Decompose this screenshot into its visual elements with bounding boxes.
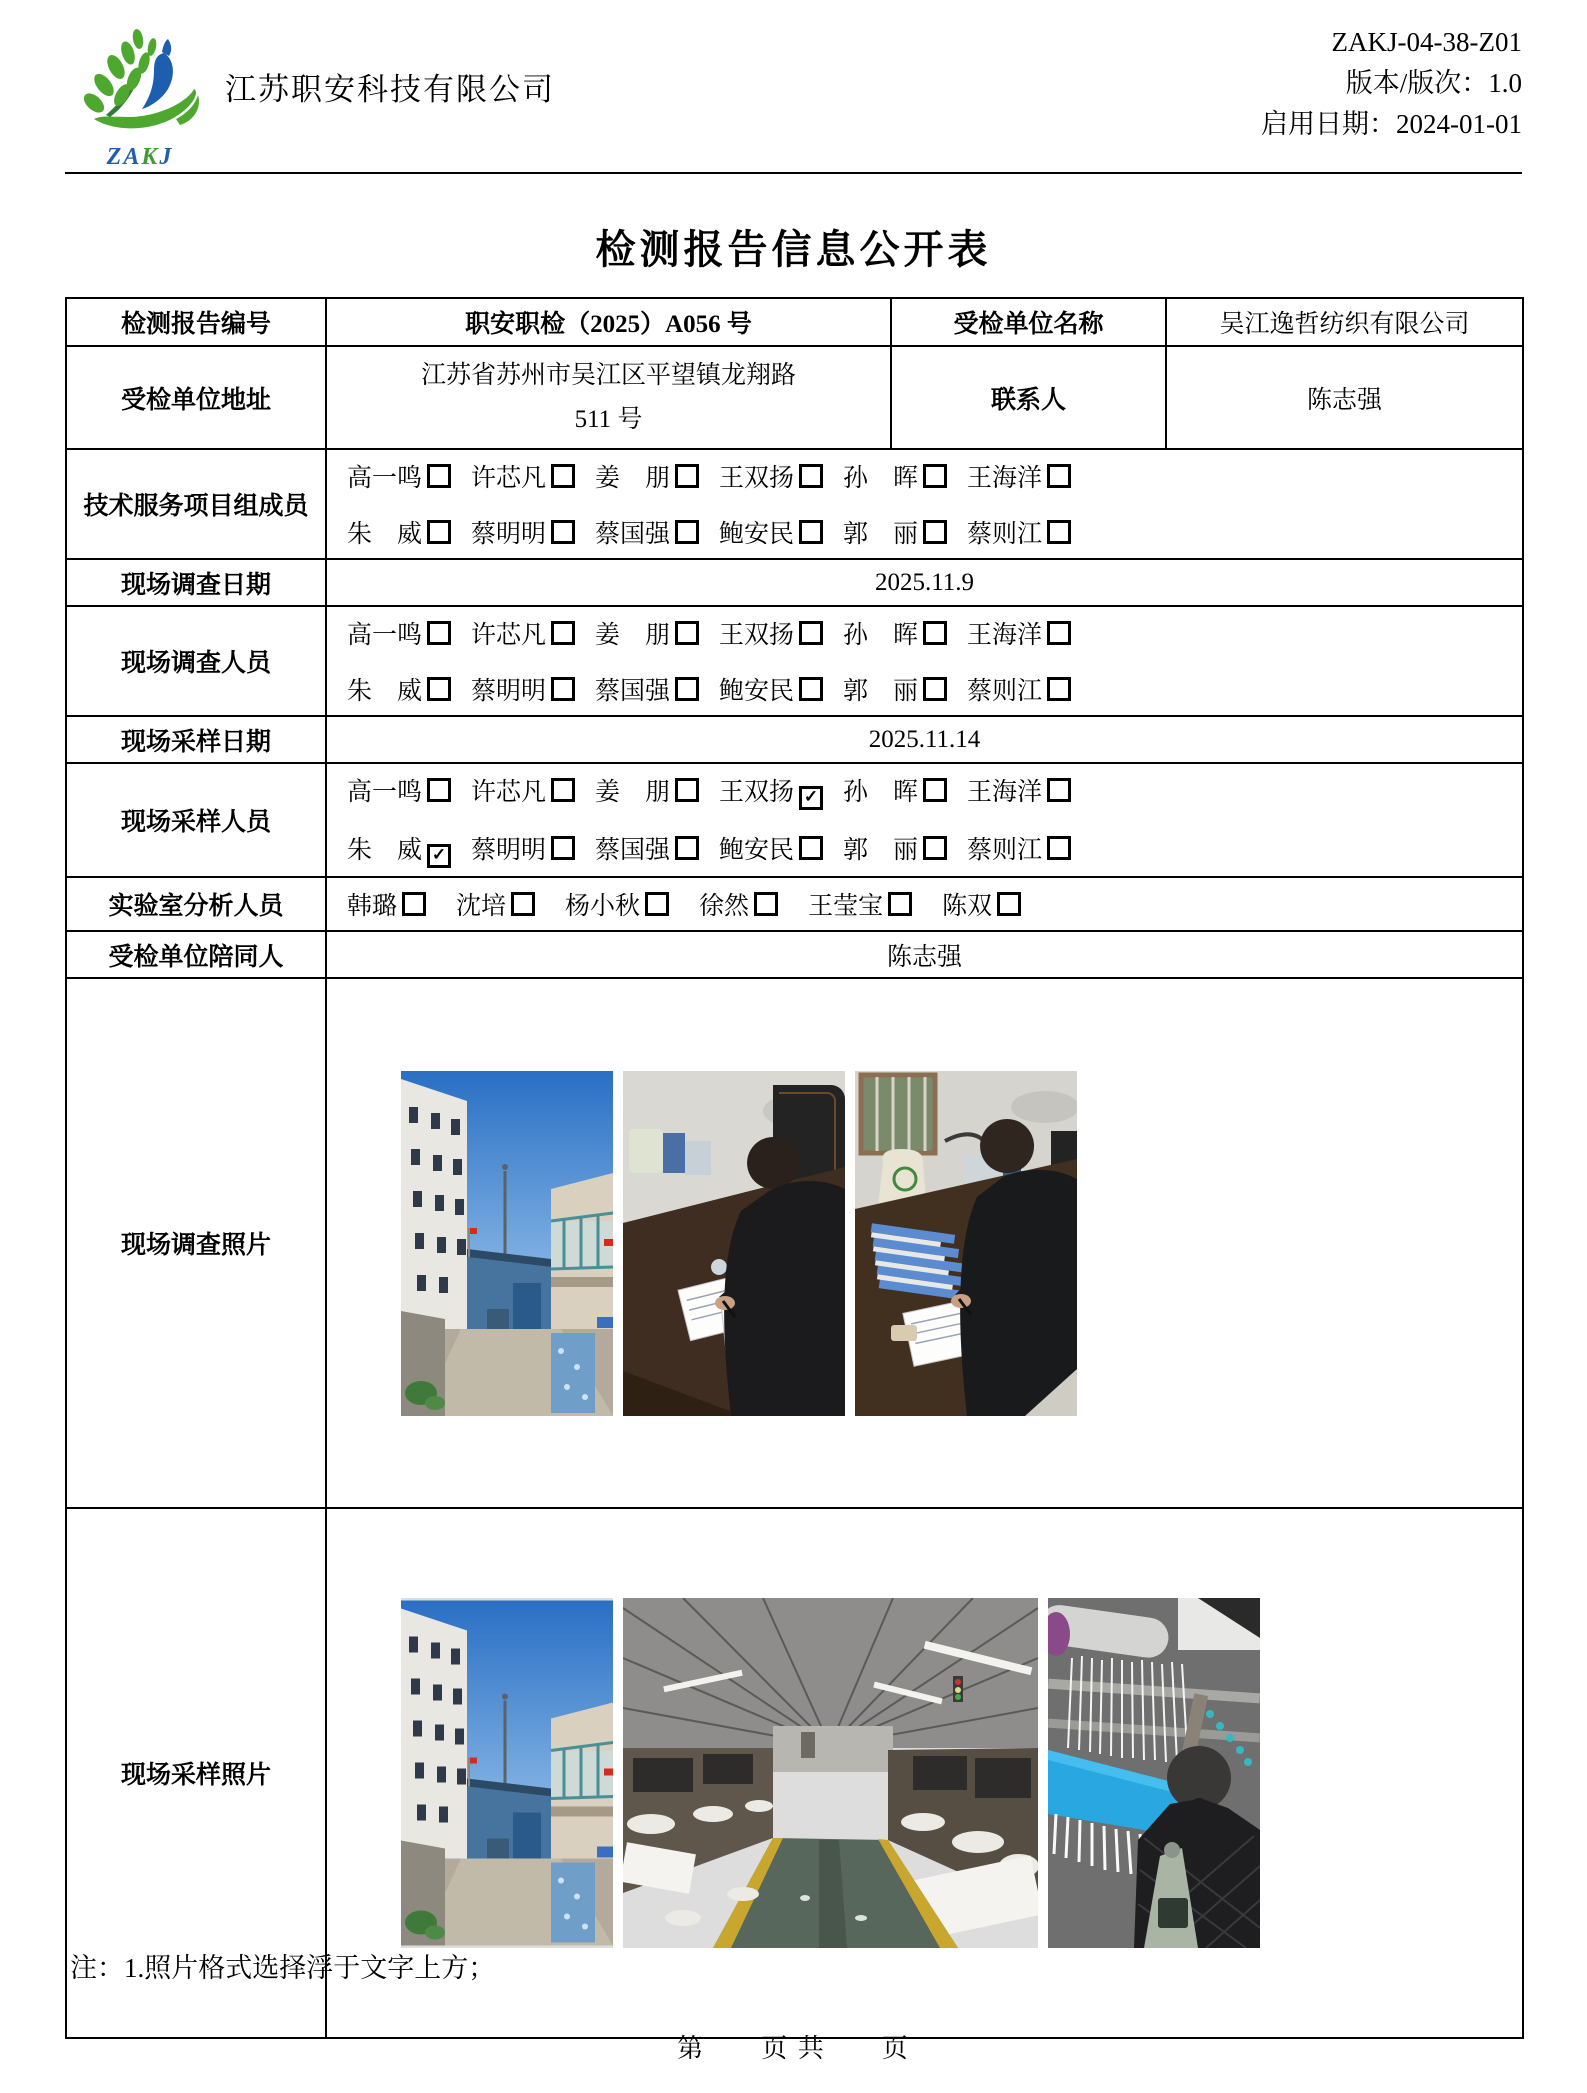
sampling-photos-cell bbox=[326, 1508, 1523, 2038]
member-checkbox[interactable] bbox=[551, 836, 575, 860]
member-item bbox=[347, 615, 471, 651]
survey-photo-signing-1 bbox=[623, 1071, 845, 1416]
unit-name-label: 受检单位名称 bbox=[891, 298, 1166, 346]
survey-photos-label: 现场调查照片 bbox=[66, 978, 326, 1508]
member-name: 王海洋 bbox=[967, 779, 1043, 806]
member-name: 沈培 bbox=[456, 893, 507, 920]
member-name: 王海洋 bbox=[967, 622, 1043, 649]
member-name: 蔡明明 bbox=[471, 837, 547, 864]
sampling-photo-street bbox=[401, 1598, 613, 1948]
sampling-photo-workshop bbox=[623, 1598, 1038, 1948]
member-name: 王海洋 bbox=[967, 465, 1043, 492]
report-no-value: 职安职检（2025）A056 号 bbox=[326, 298, 891, 346]
member-name: 杨小秋 bbox=[565, 893, 641, 920]
member-checkbox[interactable] bbox=[1047, 836, 1071, 860]
member-item bbox=[595, 772, 719, 810]
member-item bbox=[843, 772, 967, 810]
member-name: 郭 丽 bbox=[843, 837, 919, 864]
member-checkbox[interactable] bbox=[923, 520, 947, 544]
sampling-photo-soundmeter bbox=[1048, 1598, 1260, 1948]
member-item bbox=[471, 772, 595, 810]
member-checkbox[interactable] bbox=[799, 520, 823, 544]
member-item bbox=[719, 615, 843, 651]
member-item bbox=[719, 671, 843, 707]
member-item bbox=[719, 458, 843, 494]
member-item bbox=[967, 671, 1091, 707]
survey-team-label: 现场调查人员 bbox=[66, 606, 326, 716]
member-checkbox[interactable] bbox=[799, 621, 823, 645]
survey-photo-street bbox=[401, 1071, 613, 1416]
sampling-team-members bbox=[326, 763, 1523, 877]
sampling-date-value: 2025.11.14 bbox=[326, 716, 1523, 763]
survey-photos-cell bbox=[326, 978, 1523, 1508]
member-name: 鲍安民 bbox=[719, 837, 795, 864]
member-checkbox[interactable] bbox=[511, 892, 535, 916]
unit-name-value: 吴江逸哲纺织有限公司 bbox=[1166, 298, 1523, 346]
member-item bbox=[967, 772, 1091, 810]
member-name: 陈双 bbox=[942, 893, 993, 920]
member-item bbox=[843, 830, 967, 868]
member-item bbox=[967, 830, 1091, 868]
address-value bbox=[326, 346, 891, 449]
member-checkbox[interactable] bbox=[1047, 520, 1071, 544]
report-no-label: 检测报告编号 bbox=[66, 298, 326, 346]
sampling-team-label: 现场采样人员 bbox=[66, 763, 326, 877]
table-row bbox=[66, 606, 1523, 716]
member-name: 蔡明明 bbox=[471, 678, 547, 705]
table-row bbox=[66, 763, 1523, 877]
member-checkbox[interactable] bbox=[675, 677, 699, 701]
table-row bbox=[66, 298, 1523, 346]
member-name: 朱 威 bbox=[347, 521, 423, 548]
lab-analysts-label: 实验室分析人员 bbox=[66, 877, 326, 931]
logo-text: ZAKJ bbox=[106, 143, 174, 170]
table-row bbox=[66, 449, 1523, 559]
report-info-table bbox=[65, 297, 1524, 2039]
member-item bbox=[843, 615, 967, 651]
member-checkbox[interactable] bbox=[923, 677, 947, 701]
member-name: 蔡国强 bbox=[595, 837, 671, 864]
table-row bbox=[66, 559, 1523, 606]
table-row bbox=[66, 346, 1523, 449]
member-checkbox[interactable] bbox=[551, 621, 575, 645]
doc-version: 版本/版次：1.0 bbox=[1345, 68, 1522, 98]
tech-team-members bbox=[326, 449, 1523, 559]
member-item bbox=[595, 830, 719, 868]
member-checkbox[interactable] bbox=[551, 677, 575, 701]
member-name: 王双扬 bbox=[719, 465, 795, 492]
address-label: 受检单位地址 bbox=[66, 346, 326, 449]
member-item bbox=[967, 615, 1091, 651]
member-checkbox[interactable] bbox=[1047, 464, 1071, 488]
member-name: 郭 丽 bbox=[843, 678, 919, 705]
member-checkbox[interactable] bbox=[427, 464, 451, 488]
companion-value: 陈志强 bbox=[326, 931, 1523, 978]
member-checkbox[interactable] bbox=[427, 677, 451, 701]
document-header bbox=[65, 0, 1522, 174]
table-row bbox=[66, 877, 1523, 931]
member-name: 蔡则江 bbox=[967, 521, 1043, 548]
member-name: 姜 朋 bbox=[595, 779, 671, 806]
member-name: 高一鸣 bbox=[347, 779, 423, 806]
member-name: 鲍安民 bbox=[719, 678, 795, 705]
member-item bbox=[719, 830, 843, 868]
survey-date-label: 现场调查日期 bbox=[66, 559, 326, 606]
member-checkbox[interactable] bbox=[1047, 778, 1071, 802]
member-checkbox[interactable] bbox=[1047, 677, 1071, 701]
document-control-block bbox=[1261, 0, 1522, 172]
page-title: 检测报告信息公开表 bbox=[595, 227, 992, 272]
member-checkbox[interactable] bbox=[427, 778, 451, 802]
member-item bbox=[942, 886, 1021, 922]
survey-team-members bbox=[326, 606, 1523, 716]
member-item bbox=[347, 886, 426, 922]
survey-date-value: 2025.11.9 bbox=[326, 559, 1523, 606]
address-line-1: 江苏省苏州市吴江区平望镇龙翔路 bbox=[420, 361, 796, 389]
member-item bbox=[347, 514, 471, 550]
member-item bbox=[456, 886, 535, 922]
member-checkbox[interactable] bbox=[799, 677, 823, 701]
member-item bbox=[843, 458, 967, 494]
member-name: 王双扬 bbox=[719, 622, 795, 649]
member-name: 蔡则江 bbox=[967, 678, 1043, 705]
member-checkbox[interactable] bbox=[551, 778, 575, 802]
member-checkbox[interactable] bbox=[427, 520, 451, 544]
member-item bbox=[595, 671, 719, 707]
footnote: 注：1.照片格式选择浮于文字上方； bbox=[70, 1953, 496, 1983]
member-item bbox=[843, 671, 967, 707]
member-item bbox=[565, 886, 669, 922]
member-item bbox=[471, 671, 595, 707]
doc-start-date: 启用日期：2024-01-01 bbox=[1261, 109, 1522, 139]
member-item bbox=[595, 458, 719, 494]
member-item bbox=[719, 514, 843, 550]
member-checkbox[interactable] bbox=[645, 892, 669, 916]
company-name: 江苏职安科技有限公司 bbox=[225, 71, 555, 107]
member-name: 许芯凡 bbox=[471, 622, 547, 649]
member-name: 郭 丽 bbox=[843, 521, 919, 548]
member-item bbox=[471, 458, 595, 494]
member-checkbox[interactable] bbox=[799, 464, 823, 488]
member-item bbox=[347, 458, 471, 494]
sampling-photos-label: 现场采样照片 bbox=[66, 1508, 326, 2038]
table-row bbox=[66, 716, 1523, 763]
member-checkbox[interactable] bbox=[675, 520, 699, 544]
member-name: 蔡国强 bbox=[595, 678, 671, 705]
member-name: 蔡国强 bbox=[595, 521, 671, 548]
member-checkbox[interactable] bbox=[402, 892, 426, 916]
member-item bbox=[347, 671, 471, 707]
member-item bbox=[719, 772, 843, 810]
member-name: 高一鸣 bbox=[347, 622, 423, 649]
member-checkbox[interactable] bbox=[997, 892, 1021, 916]
survey-photo-signing-2 bbox=[855, 1071, 1077, 1416]
address-line-2: 511 号 bbox=[574, 405, 643, 433]
logo-graphic bbox=[76, 23, 204, 141]
member-name: 鲍安民 bbox=[719, 521, 795, 548]
doc-code: ZAKJ-04-38-Z01 bbox=[1331, 27, 1522, 57]
member-checkbox[interactable] bbox=[675, 621, 699, 645]
member-name: 王双扬 bbox=[719, 779, 795, 806]
member-checkbox[interactable] bbox=[923, 836, 947, 860]
company-logo bbox=[65, 23, 215, 168]
member-name: 蔡明明 bbox=[471, 521, 547, 548]
member-checkbox[interactable] bbox=[923, 778, 947, 802]
member-checkbox[interactable] bbox=[923, 621, 947, 645]
member-item bbox=[471, 514, 595, 550]
member-name: 高一鸣 bbox=[347, 465, 423, 492]
tech-team-label: 技术服务项目组成员 bbox=[66, 449, 326, 559]
contact-value: 陈志强 bbox=[1166, 346, 1523, 449]
member-item bbox=[595, 615, 719, 651]
lab-analysts-members bbox=[326, 877, 1523, 931]
member-name: 姜 朋 bbox=[595, 622, 671, 649]
member-item bbox=[471, 830, 595, 868]
member-name: 朱 威 bbox=[347, 678, 423, 705]
member-item bbox=[967, 458, 1091, 494]
member-name: 徐然 bbox=[699, 893, 750, 920]
contact-label: 联系人 bbox=[891, 346, 1166, 449]
member-name: 王莹宝 bbox=[808, 893, 884, 920]
member-name: 朱 威 bbox=[347, 837, 423, 864]
member-checkbox[interactable] bbox=[675, 464, 699, 488]
page-number-footer: 第 页 共 页 bbox=[677, 2034, 910, 2063]
member-name: 韩璐 bbox=[347, 893, 398, 920]
member-name: 许芯凡 bbox=[471, 465, 547, 492]
member-checkbox[interactable] bbox=[427, 621, 451, 645]
member-item bbox=[699, 886, 778, 922]
sampling-date-label: 现场采样日期 bbox=[66, 716, 326, 763]
member-item bbox=[967, 514, 1091, 550]
companion-label: 受检单位陪同人 bbox=[66, 931, 326, 978]
member-item bbox=[843, 514, 967, 550]
member-name: 蔡则江 bbox=[967, 837, 1043, 864]
table-row bbox=[66, 978, 1523, 1508]
member-checkbox[interactable] bbox=[675, 778, 699, 802]
member-checkbox[interactable] bbox=[923, 464, 947, 488]
member-checkbox[interactable] bbox=[551, 464, 575, 488]
member-checkbox[interactable]: ✓ bbox=[799, 786, 823, 810]
member-item bbox=[808, 886, 912, 922]
member-name: 孙 晖 bbox=[843, 465, 919, 492]
member-checkbox[interactable] bbox=[675, 836, 699, 860]
member-checkbox[interactable]: ✓ bbox=[427, 844, 451, 868]
member-name: 孙 晖 bbox=[843, 622, 919, 649]
member-name: 孙 晖 bbox=[843, 779, 919, 806]
member-item bbox=[595, 514, 719, 550]
member-item bbox=[471, 615, 595, 651]
member-checkbox[interactable] bbox=[888, 892, 912, 916]
member-checkbox[interactable] bbox=[1047, 621, 1071, 645]
member-checkbox[interactable] bbox=[799, 836, 823, 860]
table-row bbox=[66, 931, 1523, 978]
member-item bbox=[347, 772, 471, 810]
member-item bbox=[347, 830, 471, 868]
member-checkbox[interactable] bbox=[551, 520, 575, 544]
member-checkbox[interactable] bbox=[754, 892, 778, 916]
member-name: 姜 朋 bbox=[595, 465, 671, 492]
member-name: 许芯凡 bbox=[471, 779, 547, 806]
